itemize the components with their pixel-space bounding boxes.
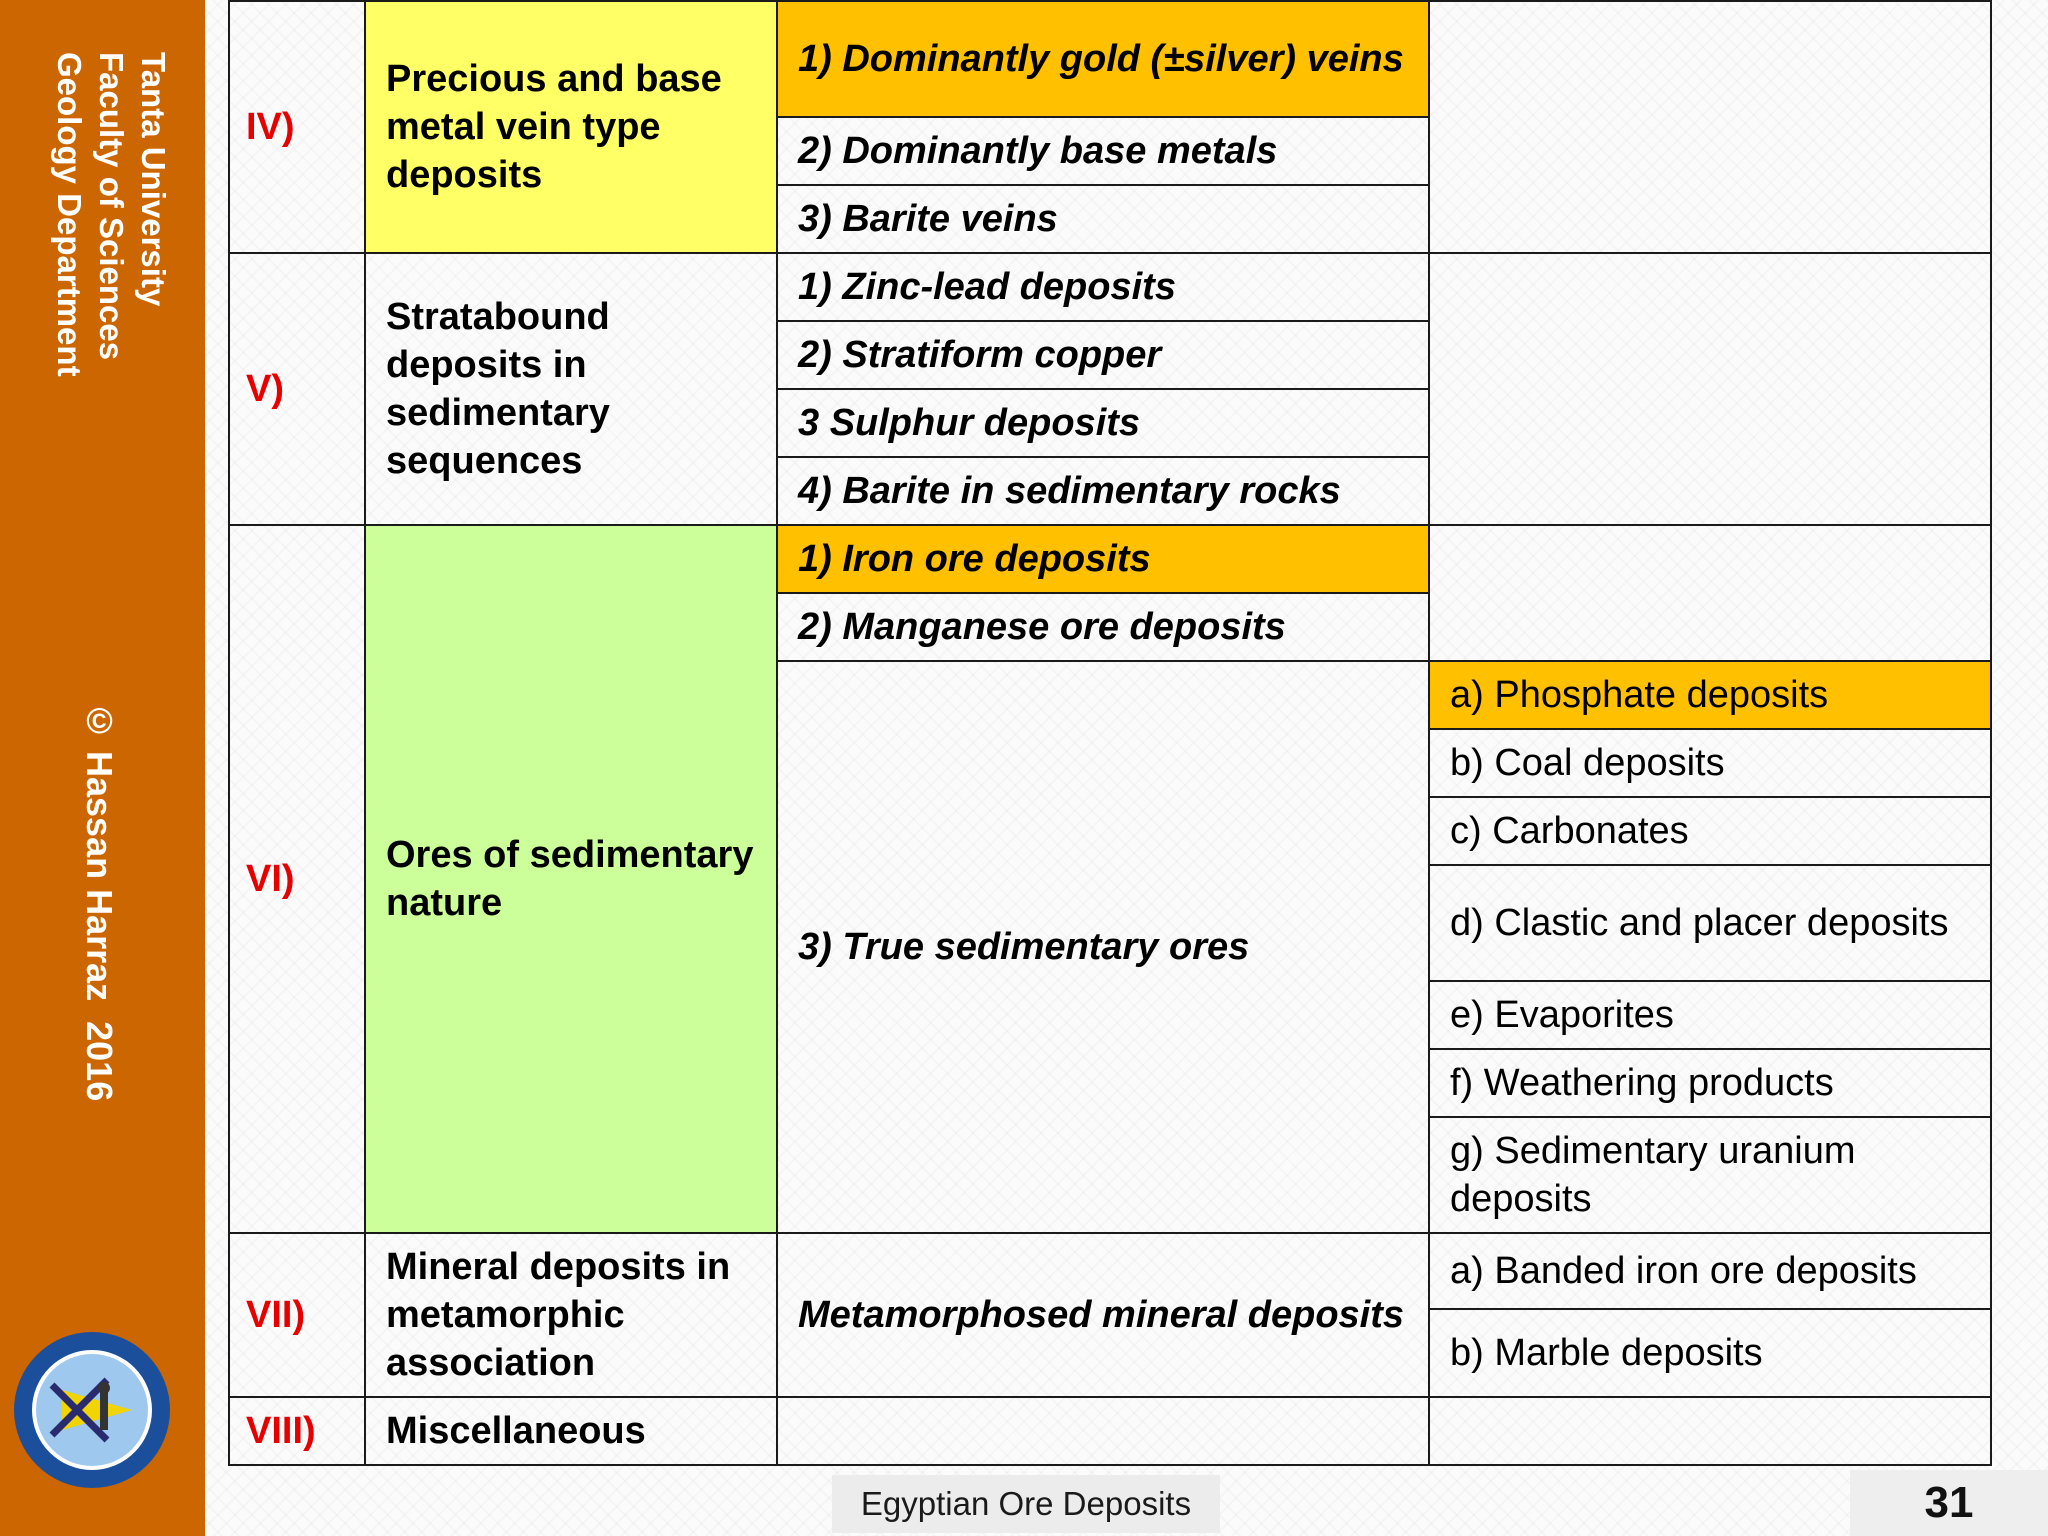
sub-barite-sedimentary: 4) Barite in sedimentary rocks bbox=[777, 457, 1429, 525]
empty-cell bbox=[1429, 1397, 1991, 1465]
sub-manganese-ore: 2) Manganese ore deposits bbox=[777, 593, 1429, 661]
row-number-vi: VI) bbox=[229, 525, 365, 1233]
sub-iron-ore: 1) Iron ore deposits bbox=[777, 525, 1429, 593]
row-number-vii: VII) bbox=[229, 1233, 365, 1397]
row-number-v: V) bbox=[229, 253, 365, 525]
sub-gold-silver-veins: 1) Dominantly gold (±silver) veins bbox=[777, 1, 1429, 117]
university-seal-icon bbox=[12, 1330, 172, 1490]
category-sedimentary-ores: Ores of sedimentary nature bbox=[365, 525, 777, 1233]
empty-cell bbox=[1429, 1, 1991, 253]
detail-clastic-placer: d) Clastic and placer deposits bbox=[1429, 865, 1991, 981]
sub-base-metals: 2) Dominantly base metals bbox=[777, 117, 1429, 185]
category-miscellaneous: Miscellaneous bbox=[365, 1397, 777, 1465]
department-name: Geology Department bbox=[51, 52, 88, 377]
category-stratabound-deposits: Stratabound deposits in sedimentary sequences bbox=[365, 253, 777, 525]
empty-cell bbox=[777, 1397, 1429, 1465]
detail-coal: b) Coal deposits bbox=[1429, 729, 1991, 797]
sub-sulphur: 3 Sulphur deposits bbox=[777, 389, 1429, 457]
institution-text bbox=[48, 52, 174, 377]
page-number: 31 bbox=[1850, 1470, 2048, 1536]
category-metamorphic-association: Mineral deposits in metamorphic association bbox=[365, 1233, 777, 1397]
detail-evaporites: e) Evaporites bbox=[1429, 981, 1991, 1049]
sub-barite-veins: 3) Barite veins bbox=[777, 185, 1429, 253]
detail-phosphate: a) Phosphate deposits bbox=[1429, 661, 1991, 729]
row-number-iv: IV) bbox=[229, 1, 365, 253]
row-number-viii: VIII) bbox=[229, 1397, 365, 1465]
ore-classification-table bbox=[228, 0, 1992, 1466]
empty-cell bbox=[1429, 525, 1991, 661]
category-precious-base-metal-veins: Precious and base metal vein type deposits bbox=[365, 1, 777, 253]
sidebar bbox=[0, 0, 205, 1536]
detail-sedimentary-uranium: g) Sedimentary uranium deposits bbox=[1429, 1117, 1991, 1233]
sub-metamorphosed-deposits: Metamorphosed mineral deposits bbox=[777, 1233, 1429, 1397]
sub-stratiform-copper: 2) Stratiform copper bbox=[777, 321, 1429, 389]
detail-banded-iron: a) Banded iron ore deposits bbox=[1429, 1233, 1991, 1309]
university-name: Tanta University bbox=[135, 52, 172, 307]
sub-zinc-lead: 1) Zinc-lead deposits bbox=[777, 253, 1429, 321]
sub-true-sedimentary-ores: 3) True sedimentary ores bbox=[777, 661, 1429, 1233]
detail-marble: b) Marble deposits bbox=[1429, 1309, 1991, 1397]
detail-weathering-products: f) Weathering products bbox=[1429, 1049, 1991, 1117]
detail-carbonates: c) Carbonates bbox=[1429, 797, 1991, 865]
empty-cell bbox=[1429, 253, 1991, 525]
copyright-text: © Hassan Harraz 2016 bbox=[79, 700, 120, 1102]
faculty-name: Faculty of Sciences bbox=[93, 52, 130, 361]
footer-title: Egyptian Ore Deposits bbox=[832, 1475, 1220, 1533]
